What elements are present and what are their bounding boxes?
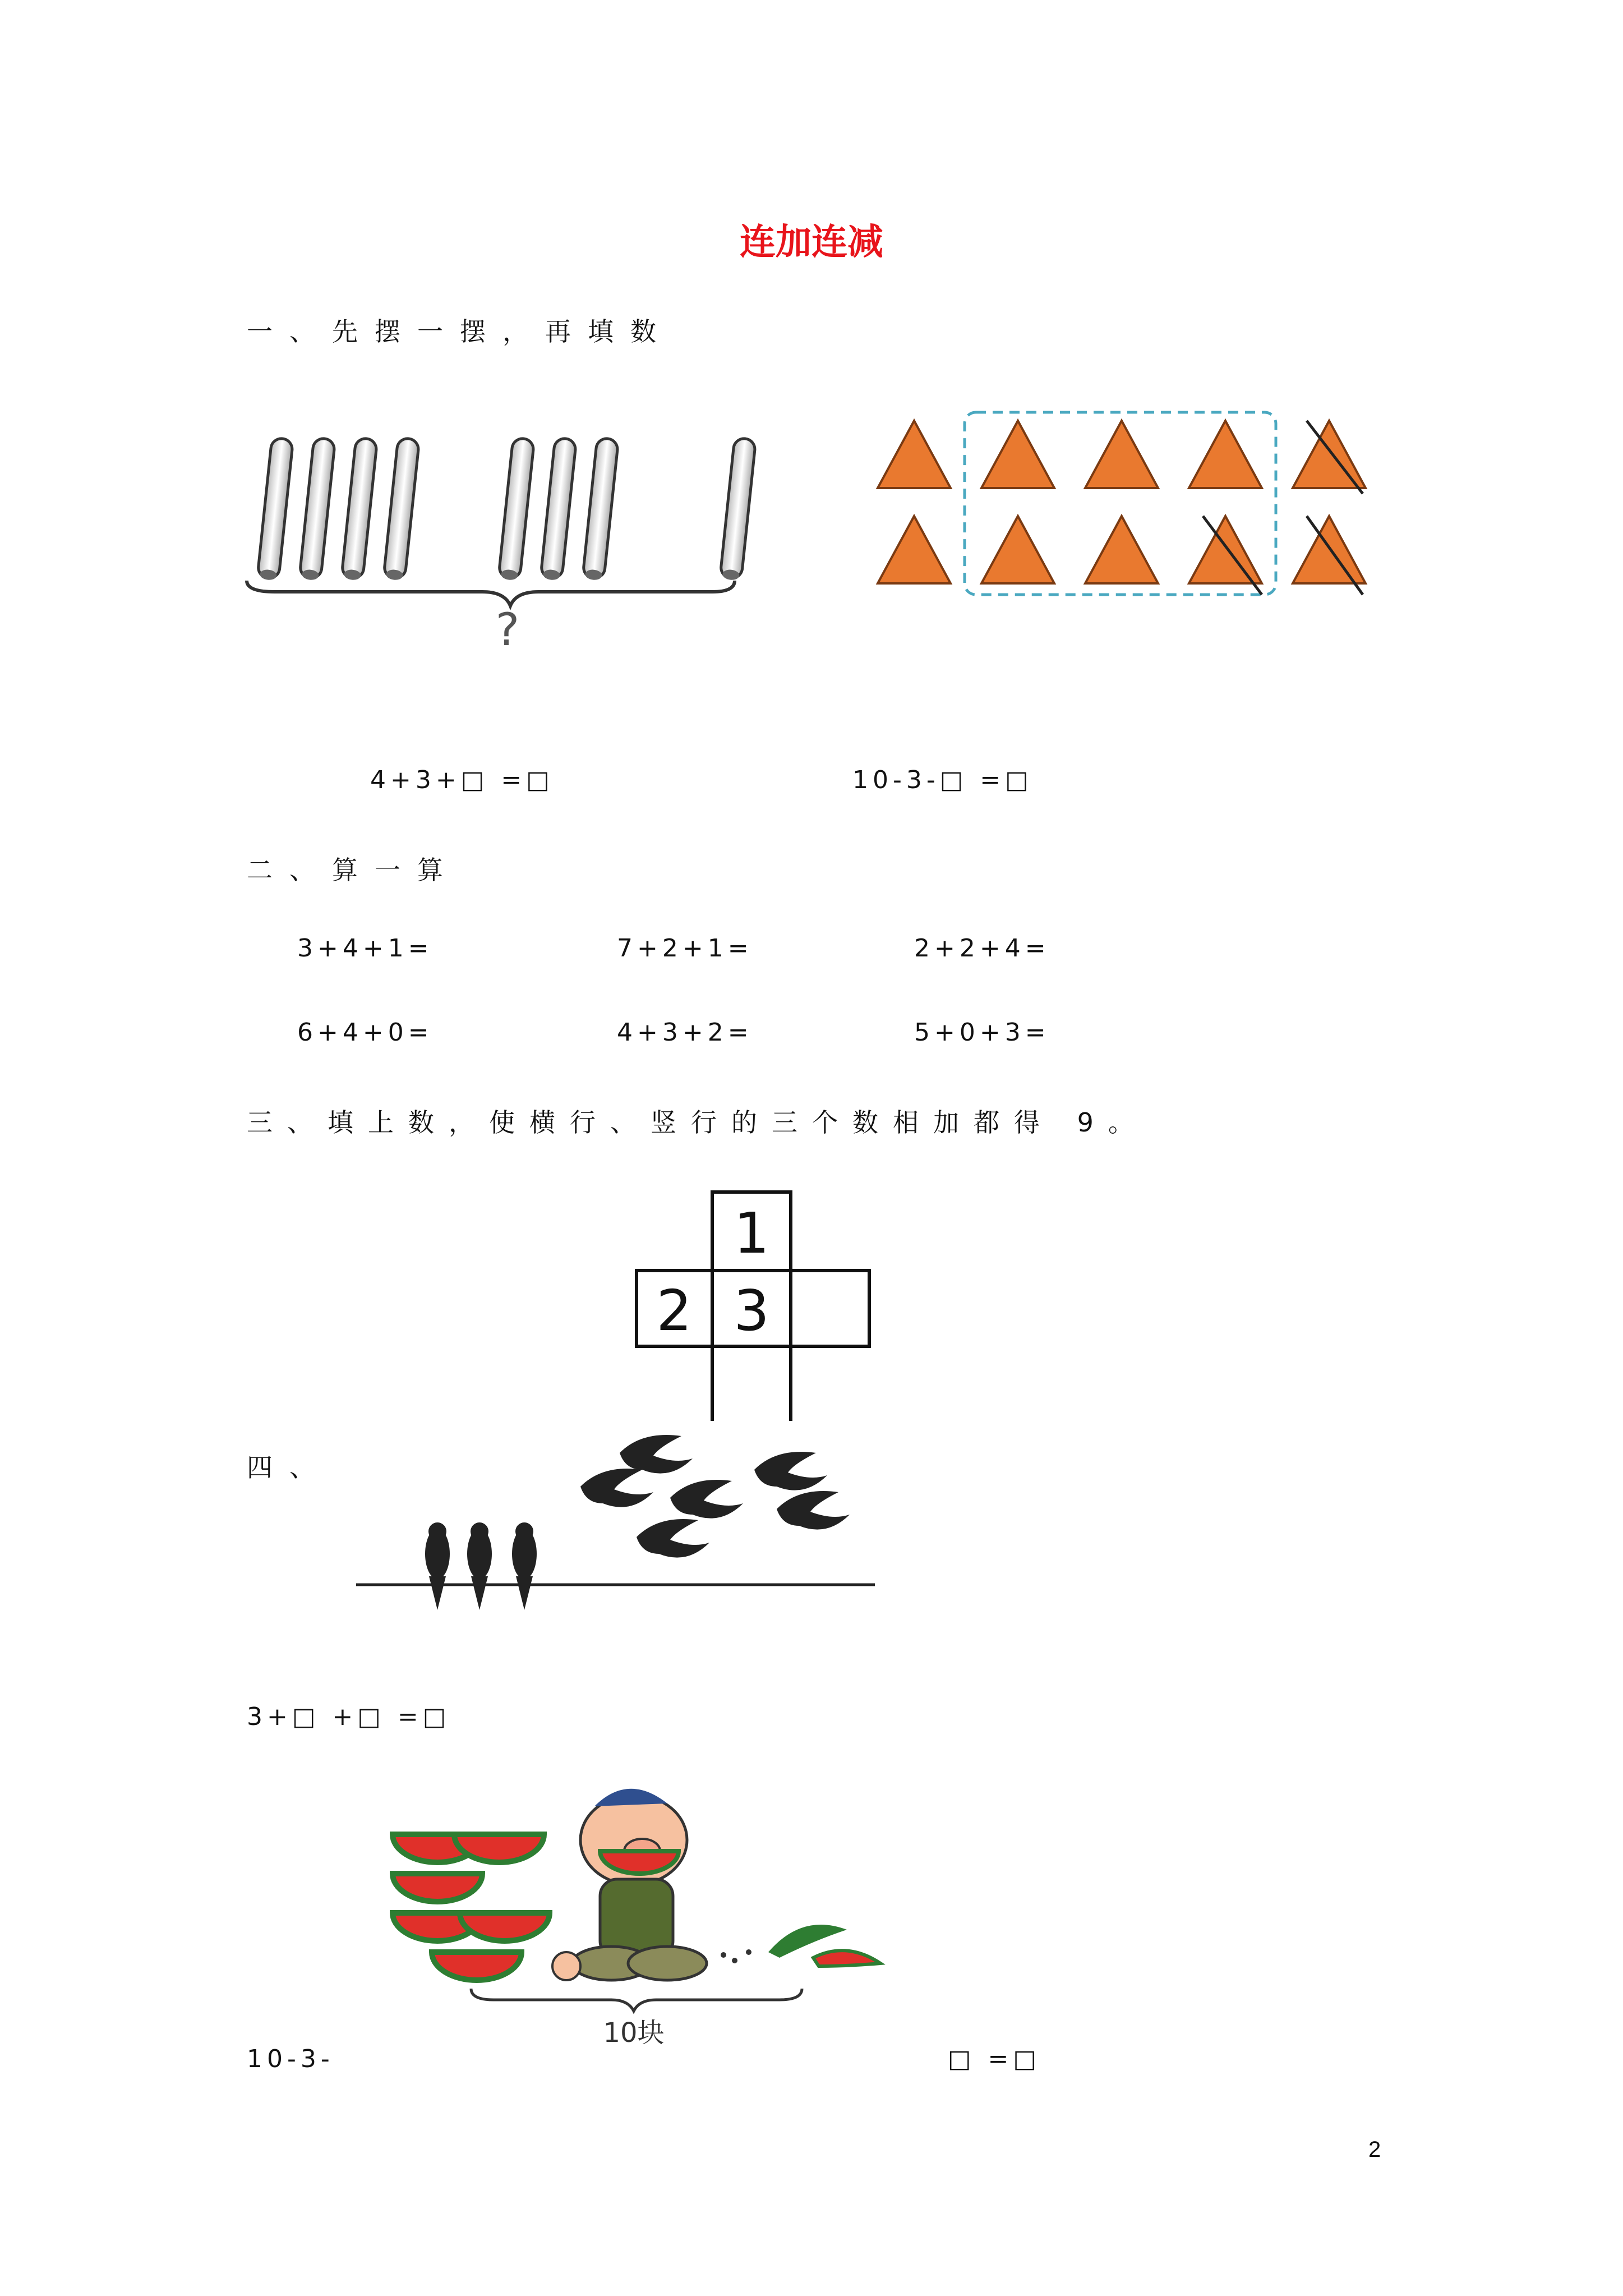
section-3-heading: 三、填上数，使横行、竖行的三个数相加都得 9。	[247, 1107, 1149, 1138]
section-1-heading: 一、先摆一摆，再填数	[247, 316, 673, 347]
flying-birds	[580, 1435, 850, 1558]
sticks-brace	[247, 581, 735, 606]
pig-character	[552, 1789, 707, 1980]
problem: 2+2+4=	[914, 934, 1050, 963]
section-4-heading: 四、	[247, 1452, 332, 1483]
problem: 4+3+2=	[617, 1018, 753, 1047]
melon-equation-suffix: □ =□	[948, 2045, 1041, 2073]
stick-group-3	[499, 438, 619, 581]
triangle	[878, 421, 951, 488]
melon-count-label: 10块	[603, 2017, 665, 2049]
triangles-figure	[875, 409, 1441, 606]
pig-watermelon-figure	[387, 1773, 903, 2053]
triangles-equation: 10-3-□ =□	[852, 766, 1033, 794]
problem: 3+4+1=	[297, 934, 434, 963]
triangle	[1189, 421, 1262, 488]
perched-birds	[425, 1522, 537, 1610]
problem: 5+0+3=	[914, 1018, 1050, 1047]
watermelon-stack	[393, 1834, 550, 1980]
number-cross-grid	[634, 1186, 880, 1422]
grid-number-center: 3	[734, 1278, 769, 1343]
section-2-heading: 二、算一算	[247, 855, 460, 885]
triangle	[981, 516, 1054, 583]
sticks-equation: 4+3+□ =□	[370, 766, 554, 794]
grid-number-top: 1	[734, 1200, 769, 1266]
grid-number-left: 2	[656, 1278, 692, 1343]
stick-group-4	[257, 438, 419, 581]
page-title: 连加连减	[740, 222, 883, 263]
problem: 6+4+0=	[297, 1018, 434, 1047]
birds-equation: 3+□ +□ =□	[247, 1703, 451, 1731]
triangle-crossed	[1189, 516, 1262, 583]
melon-brace	[471, 1989, 802, 2011]
page-number: 2	[1368, 2137, 1381, 2162]
melon-equation-prefix: 10-3-	[247, 2045, 334, 2073]
grid-cell-right	[791, 1271, 869, 1346]
swallows-figure	[345, 1425, 889, 1638]
stick-single	[720, 438, 756, 581]
triangle	[981, 421, 1054, 488]
triangle	[878, 516, 951, 583]
triangle-crossed	[1293, 421, 1366, 488]
triangle	[1085, 421, 1158, 488]
sticks-figure	[241, 415, 780, 673]
watermelon-rinds	[721, 1925, 880, 1966]
triangle	[1085, 516, 1158, 583]
problem: 7+2+1=	[617, 934, 753, 963]
sticks-question-mark: ?	[495, 604, 520, 656]
